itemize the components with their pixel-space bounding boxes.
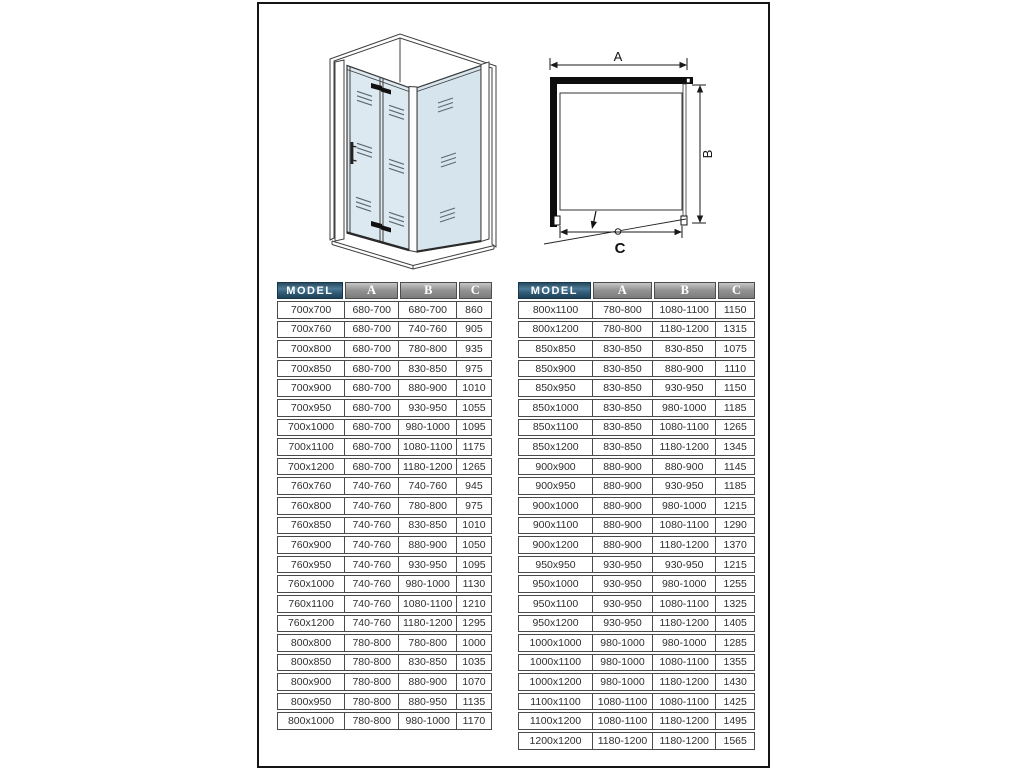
table-cell: 1180-1200 xyxy=(653,616,716,632)
table-cell: 980-1000 xyxy=(653,400,716,416)
size-table-left xyxy=(277,282,492,732)
table-cell: 780-800 xyxy=(399,635,457,651)
table-cell: 740-760 xyxy=(345,576,399,592)
table-cell: 1210 xyxy=(462,597,486,610)
table-cell: 700x800 xyxy=(278,341,345,357)
table-cell: 800x800 xyxy=(278,635,345,651)
dim-a-arrow-right xyxy=(680,62,688,68)
table-row xyxy=(518,301,755,319)
table-row xyxy=(518,673,755,691)
corner-post xyxy=(409,87,417,253)
table-cell: 760x1100 xyxy=(278,596,345,612)
table-row xyxy=(518,477,755,495)
table-cell: 830-850 xyxy=(593,341,653,357)
table-row xyxy=(518,693,755,711)
table-cell: 700x760 xyxy=(278,322,345,338)
table-cell: 760x950 xyxy=(278,557,345,573)
table-row xyxy=(518,556,755,574)
table-row xyxy=(277,438,492,456)
table-cell: 1135 xyxy=(462,695,486,708)
table-cell: 930-950 xyxy=(593,596,653,612)
table-row xyxy=(277,340,492,358)
table-cell: 700x850 xyxy=(278,361,345,377)
table-cell: 1185 xyxy=(723,401,747,414)
table-cell: 680-700 xyxy=(345,341,399,357)
table-cell: 1080-1100 xyxy=(653,302,716,318)
table-row xyxy=(277,458,492,476)
table-cell: 830-850 xyxy=(399,518,457,534)
table-cell: 1150 xyxy=(723,303,747,316)
table-cell: 740-760 xyxy=(345,557,399,573)
dim-c-arrow-left xyxy=(560,229,568,235)
table-cell: 1185 xyxy=(723,480,747,493)
right-wall-profile xyxy=(481,62,489,242)
table-cell: 830-850 xyxy=(593,420,653,436)
table-row xyxy=(277,477,492,495)
table-row xyxy=(277,321,492,339)
table-cell: 1355 xyxy=(723,656,747,669)
table-cell: 740-760 xyxy=(399,478,457,494)
table-row xyxy=(518,321,755,339)
table-row xyxy=(277,360,492,378)
table-cell: 1080-1100 xyxy=(593,713,653,729)
shower-enclosure-3d-diagram xyxy=(285,22,515,274)
table-cell: 980-1000 xyxy=(399,713,457,729)
top-view-dimension-diagram xyxy=(540,40,740,270)
table-cell: 880-900 xyxy=(399,537,457,553)
dimension-b-label: B xyxy=(700,149,715,159)
table-cell: 980-1000 xyxy=(593,655,653,671)
table-cell: 930-950 xyxy=(399,557,457,573)
table-cell: 905 xyxy=(465,323,483,336)
table-cell: 800x1000 xyxy=(278,713,345,729)
header-cell-b: B xyxy=(400,282,456,299)
table-cell: 1170 xyxy=(462,715,486,728)
door-wall-top xyxy=(550,77,693,84)
table-row xyxy=(518,497,755,515)
table-row xyxy=(518,419,755,437)
table-row xyxy=(518,438,755,456)
table-cell: 1050 xyxy=(462,538,486,551)
table-cell: 1080-1100 xyxy=(399,596,457,612)
table-cell: 850x1000 xyxy=(519,400,593,416)
table-row xyxy=(518,595,755,613)
table-cell: 680-700 xyxy=(345,322,399,338)
table-cell: 880-900 xyxy=(399,380,457,396)
table-cell: 740-760 xyxy=(345,518,399,534)
table-cell: 850x950 xyxy=(519,380,593,396)
table-cell: 740-760 xyxy=(345,498,399,514)
table-cell: 880-900 xyxy=(593,498,653,514)
table-row xyxy=(277,497,492,515)
table-cell: 1180-1200 xyxy=(653,439,716,455)
table-cell: 1180-1200 xyxy=(653,713,716,729)
table-cell: 740-760 xyxy=(345,478,399,494)
dimension-c-label: C xyxy=(614,240,626,257)
table-cell: 1315 xyxy=(723,323,747,336)
table-cell: 900x900 xyxy=(519,459,593,475)
dimension-a-label: A xyxy=(613,49,623,64)
table-cell: 830-850 xyxy=(593,439,653,455)
header-cell-a: A xyxy=(593,282,652,299)
table-cell: 1180-1200 xyxy=(653,733,716,749)
table-cell: 760x1200 xyxy=(278,616,345,632)
table-cell: 850x1100 xyxy=(519,420,593,436)
table-cell: 930-950 xyxy=(399,400,457,416)
table-cell: 1000 xyxy=(462,636,486,649)
header-cell-a: A xyxy=(345,282,398,299)
table-cell: 680-700 xyxy=(345,361,399,377)
table-cell: 830-850 xyxy=(593,361,653,377)
table-cell: 1130 xyxy=(462,578,486,591)
table-cell: 680-700 xyxy=(345,302,399,318)
table-cell: 1215 xyxy=(723,499,747,512)
table-cell: 780-800 xyxy=(345,674,399,690)
table-cell: 760x850 xyxy=(278,518,345,534)
table-row xyxy=(277,301,492,319)
table-cell: 900x1000 xyxy=(519,498,593,514)
table-cell: 680-700 xyxy=(345,439,399,455)
table-cell: 950x1100 xyxy=(519,596,593,612)
table-cell: 900x1100 xyxy=(519,518,593,534)
table-cell: 1110 xyxy=(724,362,747,375)
table-cell: 1425 xyxy=(723,695,747,708)
table-cell: 1080-1100 xyxy=(653,518,716,534)
table-cell: 880-950 xyxy=(399,694,457,710)
table-row xyxy=(518,615,755,633)
table-cell: 900x1200 xyxy=(519,537,593,553)
table-cell: 980-1000 xyxy=(653,635,716,651)
table-cell: 850x1200 xyxy=(519,439,593,455)
table-row xyxy=(277,654,492,672)
table-cell: 1180-1200 xyxy=(653,537,716,553)
side-panel-glass xyxy=(417,66,481,253)
table-cell: 1010 xyxy=(462,519,486,532)
table-cell: 1145 xyxy=(723,460,747,473)
table-cell: 1080-1100 xyxy=(399,439,457,455)
table-cell: 1100x1200 xyxy=(519,713,593,729)
table-row xyxy=(277,517,492,535)
table-cell: 975 xyxy=(465,499,483,512)
table-cell: 740-760 xyxy=(345,596,399,612)
table-cell: 780-800 xyxy=(593,302,653,318)
table-cell: 880-900 xyxy=(653,361,716,377)
header-cell-model: MODEL xyxy=(518,282,591,299)
table-cell: 1265 xyxy=(723,421,747,434)
table-cell: 780-800 xyxy=(593,322,653,338)
table-cell: 830-850 xyxy=(593,380,653,396)
table-cell: 680-700 xyxy=(345,459,399,475)
table-cell: 1430 xyxy=(723,676,747,689)
table-cell: 980-1000 xyxy=(653,576,716,592)
table-cell: 1080-1100 xyxy=(653,596,716,612)
table-cell: 950x950 xyxy=(519,557,593,573)
dim-c-arrow-right xyxy=(675,229,683,235)
table-cell: 700x1100 xyxy=(278,439,345,455)
table-cell: 975 xyxy=(465,362,483,375)
table-row xyxy=(518,654,755,672)
table-row xyxy=(518,379,755,397)
table-cell: 1345 xyxy=(723,440,747,453)
table-cell: 880-900 xyxy=(653,459,716,475)
front-door-glass xyxy=(347,66,409,251)
table-cell: 800x900 xyxy=(278,674,345,690)
table-cell: 1075 xyxy=(723,342,747,355)
table-cell: 700x1200 xyxy=(278,459,345,475)
table-cell: 1285 xyxy=(723,636,747,649)
table-cell: 1370 xyxy=(723,538,747,551)
table-cell: 780-800 xyxy=(345,655,399,671)
table-cell: 880-900 xyxy=(593,537,653,553)
table-cell: 1055 xyxy=(462,401,486,414)
table-cell: 780-800 xyxy=(399,341,457,357)
table-cell: 850x850 xyxy=(519,341,593,357)
header-cell-model: MODEL xyxy=(277,282,343,299)
table-cell: 760x1000 xyxy=(278,576,345,592)
table-cell: 1290 xyxy=(723,519,747,532)
table-cell: 800x1100 xyxy=(519,302,593,318)
table-cell: 930-950 xyxy=(653,380,716,396)
table-cell: 1180-1200 xyxy=(653,674,716,690)
table-cell: 850x900 xyxy=(519,361,593,377)
table-cell: 1035 xyxy=(462,656,486,669)
swing-direction-stem xyxy=(594,211,597,223)
header-cell-b: B xyxy=(654,282,716,299)
table-cell: 930-950 xyxy=(593,576,653,592)
table-cell: 700x700 xyxy=(278,302,345,318)
table-cell: 980-1000 xyxy=(593,635,653,651)
table-cell: 930-950 xyxy=(653,557,716,573)
table-cell: 740-760 xyxy=(399,322,457,338)
table-row xyxy=(277,693,492,711)
table-cell: 1010 xyxy=(462,382,486,395)
table-cell: 1255 xyxy=(723,578,747,591)
table-cell: 980-1000 xyxy=(399,420,457,436)
table-cell: 1495 xyxy=(723,715,747,728)
table-cell: 1080-1100 xyxy=(653,694,716,710)
table-cell: 800x1200 xyxy=(519,322,593,338)
table-cell: 680-700 xyxy=(345,400,399,416)
right-glass-line xyxy=(683,84,686,220)
bottom-right-profile xyxy=(681,216,687,225)
table-row xyxy=(277,575,492,593)
table-row xyxy=(277,673,492,691)
table-row xyxy=(277,712,492,730)
table-row xyxy=(518,517,755,535)
table-cell: 1080-1100 xyxy=(653,655,716,671)
left-wall-profile xyxy=(335,60,344,241)
table-cell: 1175 xyxy=(462,440,486,453)
table-cell: 980-1000 xyxy=(399,576,457,592)
table-row xyxy=(518,340,755,358)
table-cell: 760x800 xyxy=(278,498,345,514)
table-cell: 930-950 xyxy=(653,478,716,494)
table-cell: 945 xyxy=(465,480,483,493)
table-cell: 780-800 xyxy=(345,635,399,651)
door-pivot-slot xyxy=(687,78,691,82)
table-cell: 900x950 xyxy=(519,478,593,494)
tray-outline xyxy=(560,93,682,210)
side-panel-wall xyxy=(550,77,557,227)
table-cell: 1000x1200 xyxy=(519,674,593,690)
table-row xyxy=(518,634,755,652)
table-row xyxy=(277,399,492,417)
table-cell: 1000x1000 xyxy=(519,635,593,651)
table-cell: 800x850 xyxy=(278,655,345,671)
table-cell: 830-850 xyxy=(399,655,457,671)
table-cell: 760x760 xyxy=(278,478,345,494)
table-header xyxy=(277,282,492,299)
table-cell: 830-850 xyxy=(653,341,716,357)
table-cell: 880-900 xyxy=(593,478,653,494)
table-row xyxy=(518,360,755,378)
content-frame xyxy=(257,2,770,768)
table-cell: 1095 xyxy=(462,558,486,571)
dim-b-arrow-bottom xyxy=(697,216,703,224)
table-cell: 930-950 xyxy=(593,557,653,573)
table-cell: 880-900 xyxy=(593,459,653,475)
table-cell: 1180-1200 xyxy=(653,322,716,338)
table-row xyxy=(518,536,755,554)
table-row xyxy=(518,458,755,476)
table-cell: 1295 xyxy=(462,617,486,630)
table-row xyxy=(518,399,755,417)
table-cell: 830-850 xyxy=(399,361,457,377)
table-cell: 1150 xyxy=(723,382,747,395)
table-cell: 680-700 xyxy=(345,380,399,396)
table-cell: 1080-1100 xyxy=(653,420,716,436)
table-row xyxy=(277,615,492,633)
table-cell: 1405 xyxy=(723,617,747,630)
table-cell: 700x950 xyxy=(278,400,345,416)
table-cell: 740-760 xyxy=(345,537,399,553)
table-body xyxy=(518,301,755,750)
table-cell: 680-700 xyxy=(345,420,399,436)
table-cell: 1265 xyxy=(462,460,486,473)
table-cell: 800x950 xyxy=(278,694,345,710)
table-cell: 1180-1200 xyxy=(399,616,457,632)
header-cell-c: C xyxy=(718,282,755,299)
table-cell: 930-950 xyxy=(593,616,653,632)
table-cell: 935 xyxy=(465,342,483,355)
table-cell: 1180-1200 xyxy=(399,459,457,475)
header-cell-c: C xyxy=(459,282,492,299)
table-cell: 780-800 xyxy=(345,694,399,710)
table-cell: 830-850 xyxy=(593,400,653,416)
table-cell: 760x900 xyxy=(278,537,345,553)
table-cell: 740-760 xyxy=(345,616,399,632)
table-cell: 700x1000 xyxy=(278,420,345,436)
table-cell: 1100x1100 xyxy=(519,694,593,710)
table-header xyxy=(518,282,755,299)
table-cell: 780-800 xyxy=(345,713,399,729)
table-row xyxy=(277,536,492,554)
table-cell: 980-1000 xyxy=(593,674,653,690)
table-cell: 950x1200 xyxy=(519,616,593,632)
table-row xyxy=(277,379,492,397)
table-cell: 1080-1100 xyxy=(593,694,653,710)
table-cell: 1565 xyxy=(723,734,747,747)
table-cell: 860 xyxy=(465,303,483,316)
table-cell: 780-800 xyxy=(399,498,457,514)
table-cell: 1325 xyxy=(723,597,747,610)
table-cell: 1180-1200 xyxy=(593,733,653,749)
table-row xyxy=(518,575,755,593)
bottom-left-profile xyxy=(554,216,560,225)
dim-a-arrow-left xyxy=(550,62,558,68)
table-cell: 1200x1200 xyxy=(519,733,593,749)
table-cell: 1215 xyxy=(723,558,747,571)
table-row xyxy=(518,732,755,750)
size-table-right xyxy=(518,282,755,752)
table-cell: 1000x1100 xyxy=(519,655,593,671)
table-cell: 1095 xyxy=(462,421,486,434)
swing-direction-arrow xyxy=(591,221,597,229)
table-row xyxy=(518,712,755,730)
dim-b-arrow-top xyxy=(697,85,703,93)
table-cell: 700x900 xyxy=(278,380,345,396)
table-cell: 680-700 xyxy=(399,302,457,318)
table-cell: 880-900 xyxy=(593,518,653,534)
table-body xyxy=(277,301,492,730)
table-row xyxy=(277,419,492,437)
table-cell: 980-1000 xyxy=(653,498,716,514)
table-cell: 1070 xyxy=(462,676,486,689)
table-cell: 880-900 xyxy=(399,674,457,690)
table-row xyxy=(277,556,492,574)
table-cell: 950x1000 xyxy=(519,576,593,592)
table-row xyxy=(277,595,492,613)
table-row xyxy=(277,634,492,652)
